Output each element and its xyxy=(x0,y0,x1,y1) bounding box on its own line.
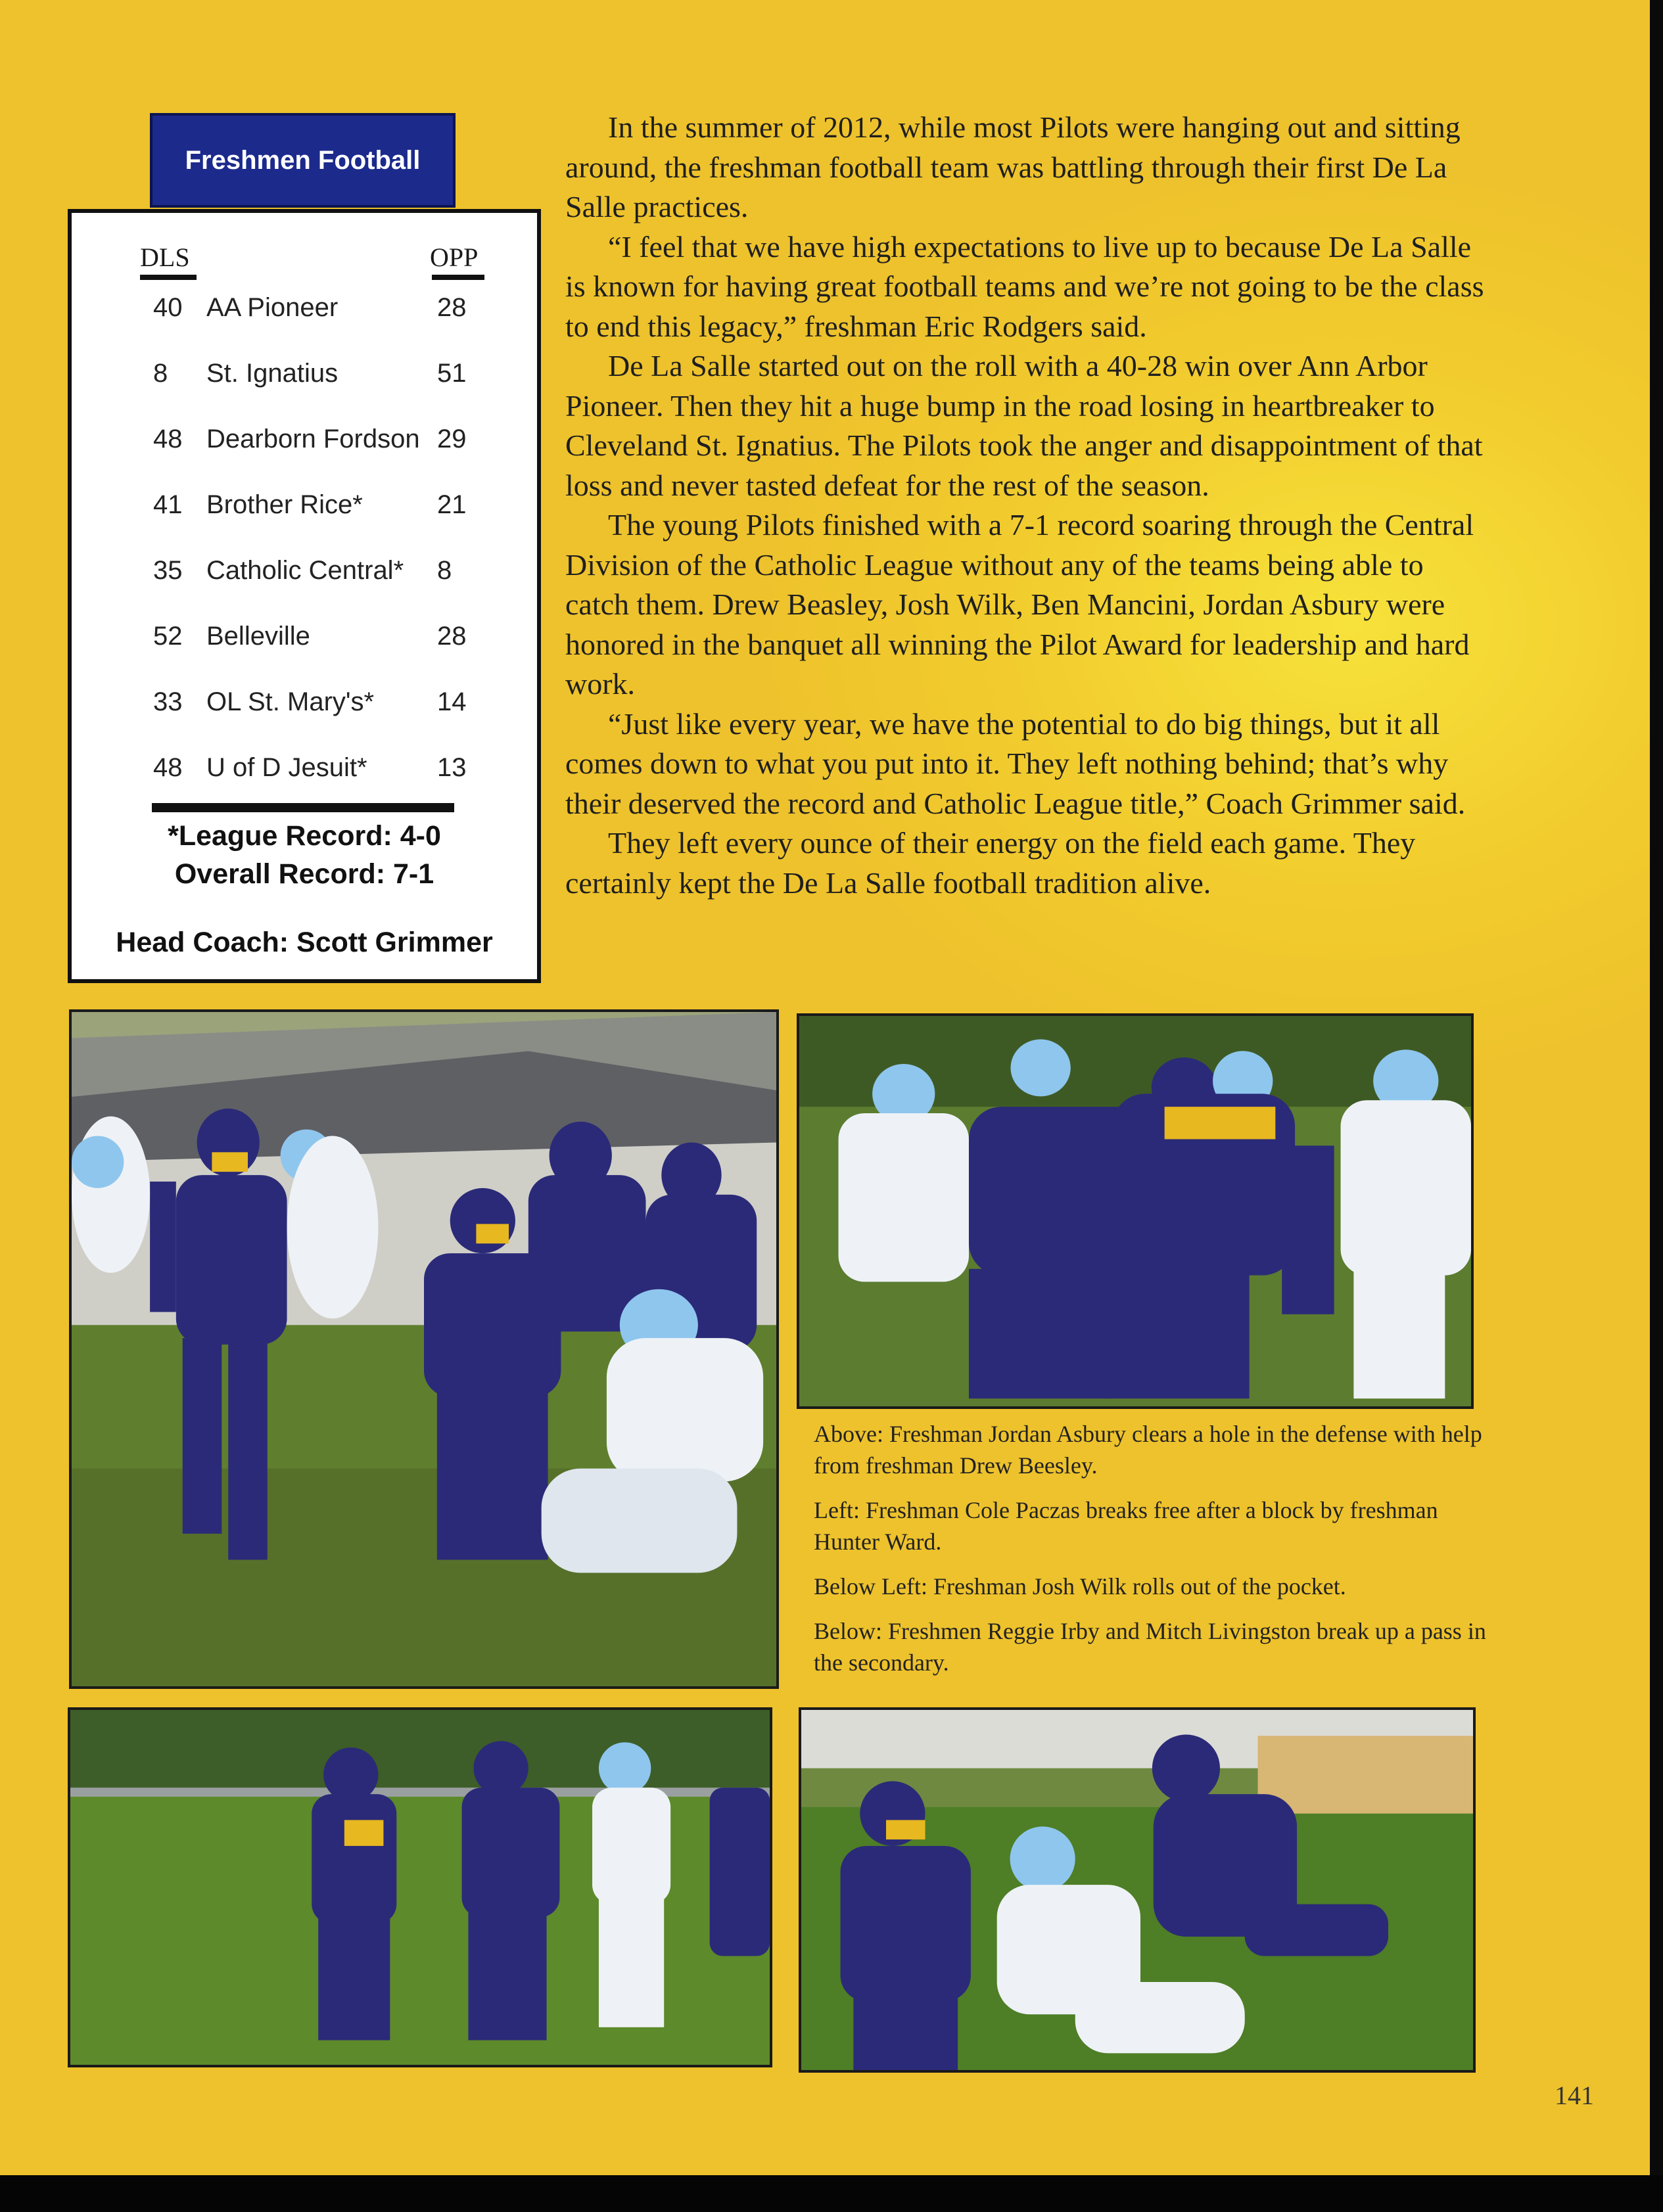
opponent-name: U of D Jesuit* xyxy=(206,753,367,782)
article-paragraph: “Just like every year, we have the potential to do big things, but it all comes down to what you put into it. They left nothing behind; that’s why their deserved the record and Catholic League title,” Coach Grimmer said. xyxy=(565,706,1466,820)
opp-score: 14 xyxy=(437,687,467,716)
dls-score: 33 xyxy=(153,687,183,716)
overall-record: Overall Record: 7-1 xyxy=(174,858,434,890)
caption-left: Left: Freshman Cole Paczas breaks free after a block by freshman Hunter Ward. xyxy=(814,1497,1438,1555)
photo-runner-breaks-free xyxy=(69,1009,779,1689)
opp-score: 51 xyxy=(437,359,467,388)
opponent-name: St. Ignatius xyxy=(206,359,339,388)
opp-score: 28 xyxy=(437,622,467,651)
game-row xyxy=(72,687,537,727)
dls-score: 8 xyxy=(153,359,168,388)
photo-pass-breakup xyxy=(799,1707,1476,2073)
opponent-name: Belleville xyxy=(206,622,310,651)
article-paragraph: In the summer of 2012, while most Pilots were hanging out and sitting around, the freshman football team was battling through their first De La Salle practices. xyxy=(565,110,1461,223)
game-row xyxy=(72,622,537,661)
dls-header: DLS xyxy=(140,242,190,272)
page-number: 141 xyxy=(1555,2081,1594,2110)
league-record: *League Record: 4-0 xyxy=(168,820,441,852)
game-row xyxy=(72,490,537,530)
dls-score: 52 xyxy=(153,622,183,651)
opp-score: 28 xyxy=(437,293,467,322)
page-bottom-edge xyxy=(0,2175,1663,2212)
photo-captions xyxy=(814,1418,1497,1692)
opponent-name: Dearborn Fordson xyxy=(206,425,420,453)
dls-score: 41 xyxy=(153,490,183,519)
opponent-name: Catholic Central* xyxy=(206,556,404,585)
dls-score: 48 xyxy=(153,753,183,782)
head-coach: Head Coach: Scott Grimmer xyxy=(116,927,493,958)
dls-score: 40 xyxy=(153,293,183,322)
opp-header: OPP xyxy=(430,242,479,272)
dls-score: 48 xyxy=(153,425,183,453)
section-title: Freshmen Football xyxy=(185,145,421,175)
section-title-tab xyxy=(150,113,456,208)
photo-quarterback-rollout xyxy=(68,1707,772,2067)
opp-header-rule xyxy=(432,275,484,280)
dls-header-rule xyxy=(140,275,197,280)
game-row xyxy=(72,556,537,595)
game-row xyxy=(72,425,537,464)
caption-below: Below: Freshmen Reggie Irby and Mitch Livingston break up a pass in the secondary. xyxy=(814,1618,1486,1676)
opp-score: 21 xyxy=(437,490,467,519)
article-paragraph: They left every ounce of their energy on the field each game. They certainly kept the De La Salle football tradition alive. xyxy=(565,826,1416,900)
opponent-name: AA Pioneer xyxy=(206,293,339,322)
page-edge-shadow xyxy=(1650,0,1663,2212)
totals-rule xyxy=(152,803,454,812)
caption-below-left: Below Left: Freshman Josh Wilk rolls out of the pocket. xyxy=(814,1573,1346,1600)
opp-score: 29 xyxy=(437,425,467,453)
schedule-box xyxy=(68,209,541,983)
opponent-name: Brother Rice* xyxy=(206,490,363,519)
opponent-name: OL St. Mary's* xyxy=(206,687,375,716)
opp-score: 8 xyxy=(437,556,452,585)
game-row xyxy=(72,359,537,398)
article-paragraph: The young Pilots finished with a 7-1 record soaring through the Central Division of the Catholic League without any of the teams being able to catch them. Drew Beasley, Josh Wilk, Ben Mancini, Jordan Asbury were honored in the banquet all winning the Pilot Award for leadership and hard work. xyxy=(565,508,1474,701)
game-row xyxy=(72,753,537,793)
photo-line-clears-hole xyxy=(797,1013,1474,1409)
opp-score: 13 xyxy=(437,753,467,782)
article-body xyxy=(565,108,1486,903)
game-row xyxy=(72,293,537,333)
article-paragraph: De La Salle started out on the roll with a 40-28 win over Ann Arbor Pioneer. Then they hit a huge bump in the road losing in heartbreaker to Cleveland St. Ignatius. The Pilots took the anger and disappointment of that loss and never tasted defeat for the rest of the season. xyxy=(565,349,1483,502)
caption-above: Above: Freshman Jordan Asbury clears a hole in the defense with help from freshman Drew Beesley. xyxy=(814,1421,1482,1479)
article-paragraph: “I feel that we have high expectations to live up to because De La Salle is known for having great football teams and we’re not going to be the class to end this legacy,” freshman Eric Rodgers said. xyxy=(565,229,1484,343)
dls-score: 35 xyxy=(153,556,183,585)
